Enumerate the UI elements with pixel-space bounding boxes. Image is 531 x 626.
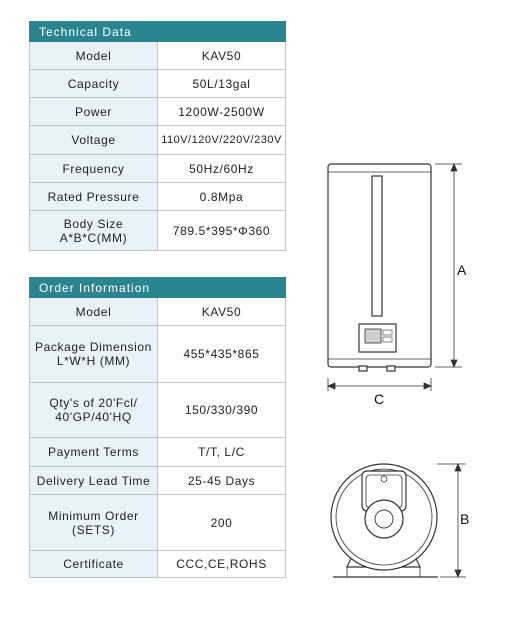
order-value-payment-terms: T/T, L/C <box>158 438 286 467</box>
tech-label-frequency: Frequency <box>30 155 158 183</box>
order-value-model: KAV50 <box>158 298 286 326</box>
order-value-package-dimension: 455*435*865 <box>158 326 286 383</box>
order-label-payment-terms: Payment Terms <box>30 438 158 467</box>
order-label-delivery-lead-time: Delivery Lead Time <box>30 467 158 495</box>
tech-label-voltage: Voltage <box>30 126 158 155</box>
order-label-minimum-order: Minimum Order (SETS) <box>30 495 158 551</box>
tech-value-frequency: 50Hz/60Hz <box>158 155 286 183</box>
tech-value-body-size: 789.5*395*Φ360 <box>158 211 286 251</box>
tech-value-power: 1200W-2500W <box>158 98 286 126</box>
tech-label-capacity: Capacity <box>30 70 158 98</box>
tech-value-model: KAV50 <box>158 42 286 70</box>
tech-value-capacity: 50L/13gal <box>158 70 286 98</box>
dimension-c-line <box>328 378 431 391</box>
order-label-package-dimension: Package Dimension L*W*H (MM) <box>30 326 158 383</box>
dimension-b-label: B <box>460 511 470 527</box>
order-label-model: Model <box>30 298 158 326</box>
technical-data-header: Technical Data <box>30 22 286 42</box>
order-information-header: Order Information <box>30 278 286 298</box>
tech-value-voltage: 110V/120V/220V/230V <box>158 126 286 155</box>
heater-front-view <box>328 164 431 371</box>
tech-value-rated-pressure: 0.8Mpa <box>158 183 286 211</box>
tech-label-rated-pressure: Rated Pressure <box>30 183 158 211</box>
order-value-minimum-order: 200 <box>158 495 286 551</box>
tech-label-model: Model <box>30 42 158 70</box>
tech-label-power: Power <box>30 98 158 126</box>
dimension-c-label: C <box>374 391 385 407</box>
order-value-qty: 150/330/390 <box>158 383 286 438</box>
order-label-certificate: Certificate <box>30 551 158 578</box>
order-value-certificate: CCC,CE,ROHS <box>158 551 286 578</box>
dimension-a-label: A <box>457 262 467 278</box>
heater-side-view <box>331 464 438 577</box>
order-label-qty: Qty's of 20'Fcl/ 40'GP/40'HQ <box>30 383 158 438</box>
order-value-delivery-lead-time: 25-45 Days <box>158 467 286 495</box>
tech-label-body-size: Body Size A*B*C(MM) <box>30 211 158 251</box>
